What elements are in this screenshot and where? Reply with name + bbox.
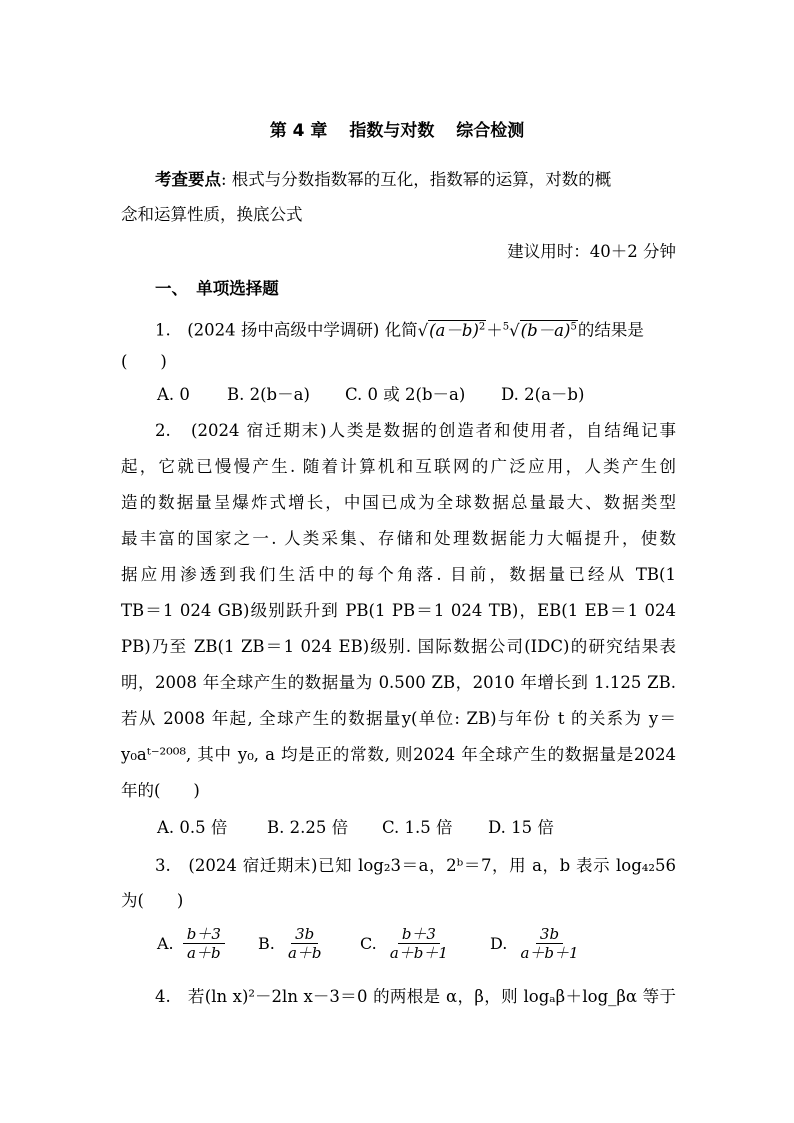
- question-2-line: 2. (2024 宿迁期末)人类是数据的创造者和使用者，自结绳记事: [155, 421, 676, 440]
- option-label: C.: [360, 934, 377, 953]
- intro-text-2: 念和运算性质，换底公式: [121, 205, 303, 224]
- option-label: B.: [258, 934, 275, 953]
- denominator: a＋b: [287, 944, 322, 962]
- question-2-line: TB＝1 024 GB)级别跃升到 PB(1 PB＝1 024 TB)，EB(1 EB＝1 024: [121, 601, 676, 620]
- option-label: A.: [157, 934, 174, 953]
- question-2-option-a: A. 0.5 倍: [157, 818, 228, 837]
- intro-text-1: : 根式与分数指数幂的互化，指数幂的运算，对数的概: [221, 170, 612, 189]
- fraction: [516, 925, 582, 962]
- question-2-line: 年的( ): [121, 781, 200, 800]
- question-1-blank: ( ): [121, 352, 167, 371]
- question-3-option-c: [360, 925, 452, 962]
- question-2-line: 据应用渗透到我们生活中的每个角落. 目前，数据量已经从 TB(1: [121, 565, 676, 584]
- question-2-option-d: D. 15 倍: [488, 818, 554, 837]
- question-3-line-2: 为( ): [121, 891, 184, 910]
- question-2-line: 若从 2008 年起, 全球产生的数据量y(单位: ZB)与年份 t 的关系为 y＝: [121, 709, 676, 728]
- option-label: D.: [490, 934, 508, 953]
- question-1-options: [157, 384, 712, 406]
- question-2-line: y₀aᵗ⁻²⁰⁰⁸, 其中 y₀, a 均是正的常数, 则2024 年全球产生的数据量是2024: [121, 745, 676, 764]
- question-1-option-d: D. 2(a－b): [501, 385, 585, 404]
- numerator: 3b: [536, 925, 563, 944]
- question-3-option-d: [490, 925, 583, 962]
- test-kind: 综合检测: [456, 121, 525, 141]
- question-3-option-a: [157, 925, 225, 962]
- denominator: a＋b: [187, 944, 221, 962]
- denominator: a＋b＋1: [520, 944, 579, 962]
- question-3-option-b: [258, 925, 325, 962]
- question-2-option-c: C. 1.5 倍: [382, 818, 453, 837]
- question-2-line: PB)乃至 ZB(1 ZB＝1 024 EB)级别. 国际数据公司(IDC)的研究结果表: [121, 637, 676, 656]
- fraction: [284, 925, 326, 962]
- question-3-line-1: 3. (2024 宿迁期末)已知 log₂3＝a，2ᵇ＝7，用 a，b 表示 log₄₂56: [155, 856, 676, 875]
- numerator: 3b: [291, 925, 318, 944]
- chapter-label: 第 4 章: [269, 121, 328, 141]
- denominator: a＋b＋1: [389, 944, 448, 962]
- question-1-expression: $√(a-b)^2+^5√(b-a)^5$: [417, 320, 577, 340]
- question-4-line-1: 4. 若(ln x)²－2ln x－3＝0 的两根是 α，β，则 logₐβ＋log_βα 等于: [155, 987, 676, 1006]
- question-1-option-b: B. 2(b－a): [227, 385, 310, 404]
- question-2-line: 造的数据量呈爆炸式增长，中国已成为全球数据总量最大、数据类型: [121, 493, 676, 512]
- question-2-line: 起，它就已慢慢产生. 随着计算机和互联网的广泛应用，人类产生创: [121, 457, 676, 476]
- question-1-line-1: [155, 316, 676, 342]
- question-2-option-b: B. 2.25 倍: [267, 818, 349, 837]
- page-title: [0, 116, 794, 141]
- numerator: b＋3: [183, 925, 225, 944]
- question-1-suffix: 的结果是: [577, 320, 644, 340]
- question-2-line: 最丰富的国家之一. 人类采集、存储和处理数据能力大幅提升，使数: [121, 529, 676, 548]
- intro-line-1: [155, 169, 676, 191]
- section-heading: 一、 单项选择题: [155, 279, 279, 298]
- numerator: b＋3: [398, 925, 440, 944]
- chapter-topic: 指数与对数: [349, 121, 435, 141]
- fraction: [386, 925, 452, 962]
- question-1-prefix: 1. (2024 扬中高级中学调研) 化简: [155, 320, 418, 340]
- intro-label: 考查要点: [155, 170, 221, 189]
- question-1-option-c: C. 0 或 2(b－a): [345, 385, 466, 404]
- question-1-option-a: A. 0: [157, 385, 190, 404]
- question-2-line: 明，2008 年全球产生的数据量为 0.500 ZB，2010 年增长到 1.125 ZB.: [121, 673, 676, 692]
- question-2-options: [157, 817, 712, 839]
- fraction: [183, 925, 225, 962]
- suggested-time: 建议用时：40＋2 分钟: [507, 242, 676, 261]
